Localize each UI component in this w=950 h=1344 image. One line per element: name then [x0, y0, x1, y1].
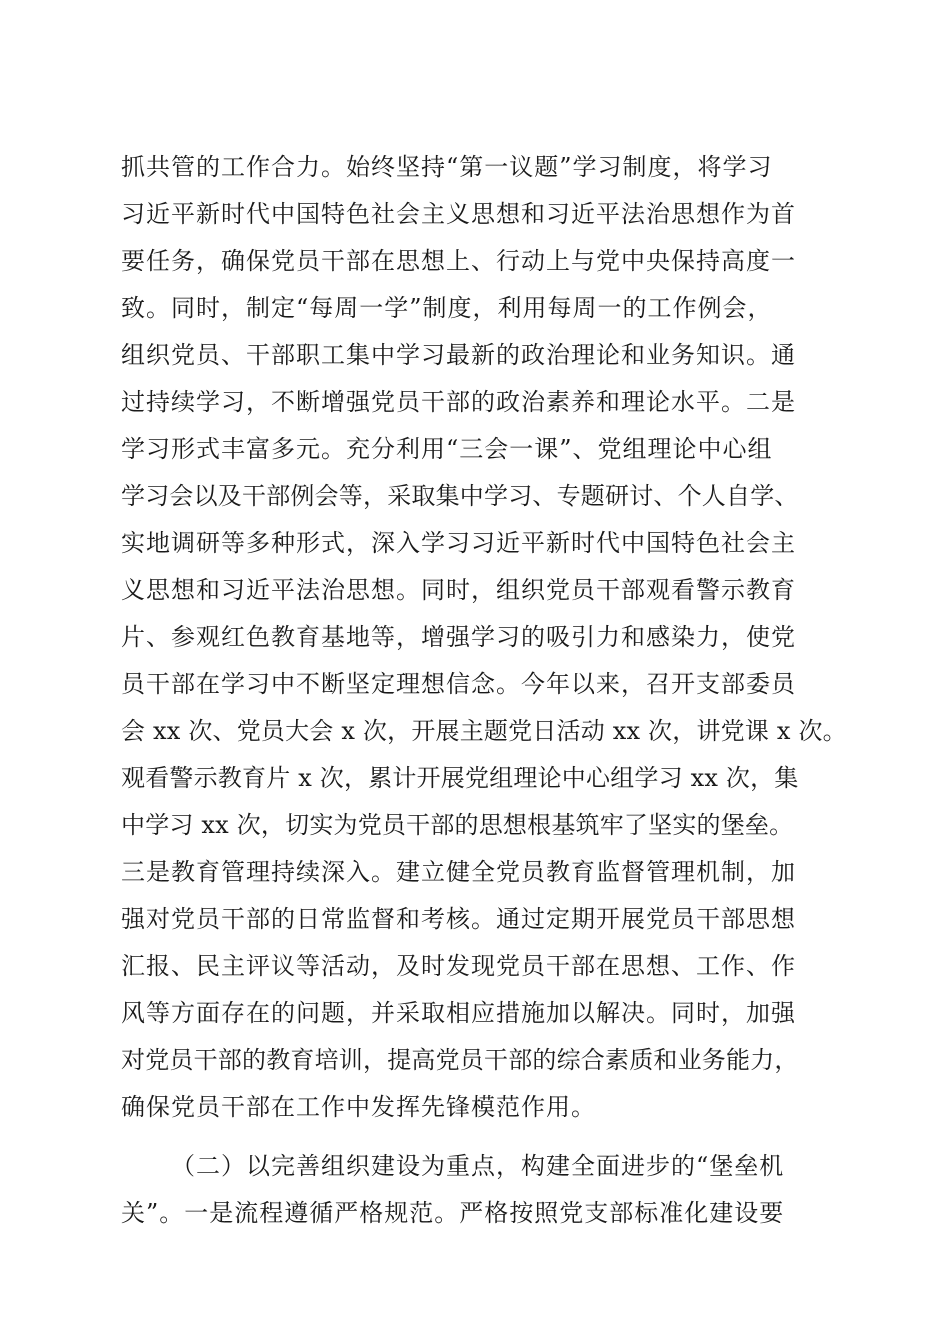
text-line: 三是教育管理持续深入。建立健全党员教育监督管理机制，加 — [121, 858, 796, 886]
text-line: 实地调研等多种形式，深入学习习近平新时代中国特色社会主 — [121, 529, 796, 557]
text-line: 强对党员干部的日常监督和考核。通过定期开展党员干部思想 — [121, 905, 796, 933]
text-line: 学习会以及干部例会等，采取集中学习、专题研讨、个人自学、 — [121, 482, 799, 510]
text-line: 过持续学习，不断增强党员干部的政治素养和理论水平。二是 — [121, 388, 796, 416]
text-line: 汇报、民主评议等活动，及时发现党员干部在思想、工作、作 — [121, 952, 796, 980]
text-line: 组织党员、干部职工集中学习最新的政治理论和业务知识。通 — [121, 341, 796, 369]
document-body — [121, 144, 847, 1237]
text-line: 致。同时，制定“每周一学”制度，利用每周一的工作例会， — [121, 294, 773, 322]
text-line: 风等方面存在的问题，并采取相应措施加以解决。同时，加强 — [121, 999, 796, 1027]
text-line: 观看警示教育片 x 次，累计开展党组理论中心组学习 xx 次，集 — [121, 764, 799, 792]
text-line: 习近平新时代中国特色社会主义思想和习近平法治思想作为首 — [121, 200, 796, 228]
text-line: 要任务，确保党员干部在思想上、行动上与党中央保持高度一 — [121, 247, 796, 275]
text-line: 义思想和习近平法治思想。同时，组织党员干部观看警示教育 — [121, 576, 796, 604]
text-line: 会 xx 次、党员大会 x 次，开展主题党日活动 xx 次，讲党课 x 次。 — [121, 717, 847, 745]
text-line: 中学习 xx 次，切实为党员干部的思想根基筑牢了坚实的堡垒。 — [121, 811, 794, 839]
text-line: 抓共管的工作合力。始终坚持“第一议题”学习制度，将学习 — [121, 153, 773, 181]
text-line: 员干部在学习中不断坚定理想信念。今年以来，召开支部委员 — [121, 670, 796, 698]
text-line: 片、参观红色教育基地等，增强学习的吸引力和感染力，使党 — [121, 623, 796, 651]
text-line: 关”。一是流程遵循严格规范。严格按照党支部标准化建设要 — [121, 1199, 785, 1227]
text-line: 对党员干部的教育培训，提高党员干部的综合素质和业务能力， — [121, 1046, 799, 1074]
text-line: 学习形式丰富多元。充分利用“三会一课”、党组理论中心组 — [121, 435, 773, 463]
section-heading-line: （二）以完善组织建设为重点，构建全面进步的“堡垒机 — [171, 1152, 785, 1180]
text-line: 确保党员干部在工作中发挥先锋模范作用。 — [121, 1093, 596, 1121]
